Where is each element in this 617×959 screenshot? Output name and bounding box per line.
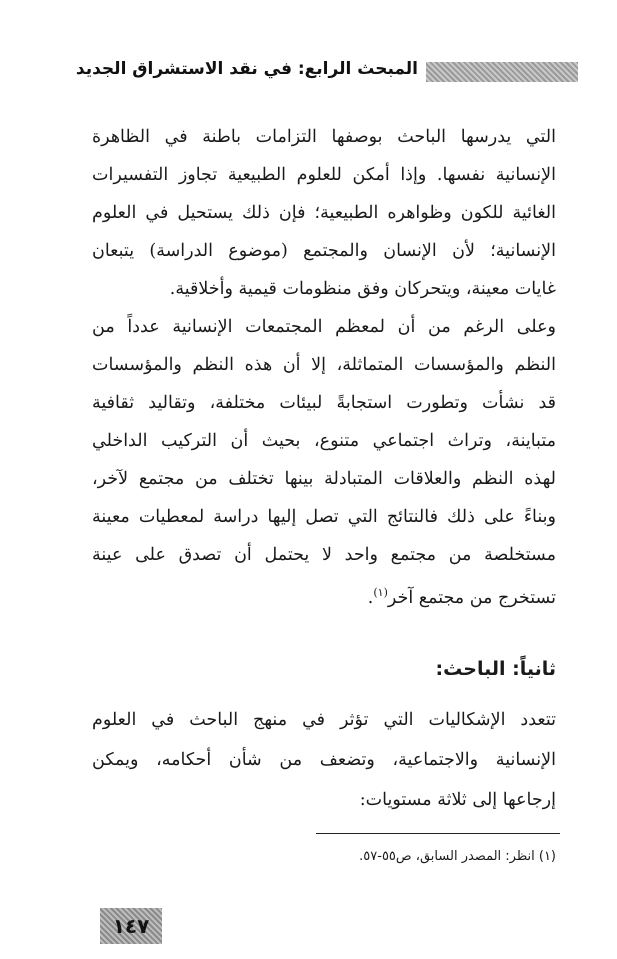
text-line: متباينة، وتراث اجتماعي متنوع، بحيث أن التركيب الداخلي	[92, 431, 556, 451]
paragraph-2	[92, 700, 556, 820]
end-punctuation: .	[367, 587, 374, 608]
text-line: إرجاعها إلى ثلاثة مستويات:	[359, 790, 556, 810]
header-title: المبحث الرابع: في نقد الاستشراق الجديد	[75, 59, 418, 79]
text-line: وعلى الرغم من أن لمعظم المجتمعات الإنسانية عدداً من	[92, 317, 556, 337]
text-line: مستخلصة من مجتمع واحد لا يحتمل أن تصدق على عينة	[92, 545, 556, 565]
text-line: وبناءً على ذلك فالنتائج التي تصل إليها دراسة لمعطيات معينة	[92, 507, 556, 527]
running-header	[75, 58, 578, 86]
text-line: غايات معينة، ويتحركان وفق منظومات قيمية وأخلاقية.	[169, 279, 556, 299]
text-line: قد نشأت وتطورت استجابةً لبيئات مختلفة، وتقاليد ثقافية	[92, 393, 556, 413]
text-line: النظم والمؤسسات المتماثلة، إلا أن هذه النظم والمؤسسات	[92, 355, 556, 375]
text-line: الإنسانية نفسها. وإذا أمكن للعلوم الطبيعية تجاوز التفسيرات	[92, 165, 556, 185]
footnote-marker[interactable]: (١)	[373, 586, 388, 599]
text-line: الغائية للكون وظواهره الطبيعية؛ فإن ذلك يستحيل في العلوم	[92, 203, 556, 223]
text-line-final-text: تستخرج من مجتمع آخر	[387, 587, 556, 608]
text-line-final	[92, 574, 556, 617]
text-line: التي يدرسها الباحث بوصفها التزامات باطنة في الظاهرة	[92, 127, 556, 147]
text-line: تتعدد الإشكاليات التي تؤثر في منهج الباحث في العلوم	[92, 710, 556, 730]
text-line: الإنسانية؛ لأن الإنسان والمجتمع (موضوع الدراسة) يتبعان	[92, 241, 556, 261]
footnote: (١) انظر: المصدر السابق، ص٥٥-٥٧.	[359, 849, 556, 864]
section-heading: ثانياً: الباحث:	[435, 658, 556, 680]
paragraph-1	[92, 118, 556, 617]
header-decorative-bar	[426, 62, 578, 82]
text-line: الإنسانية والاجتماعية، وتضعف من شأن أحكامه، ويمكن	[92, 750, 556, 770]
footnote-separator	[316, 833, 560, 834]
text-line: لهذه النظم والعلاقات المتبادلة بينها تختلف من مجتمع لآخر،	[92, 469, 556, 489]
page-number-box	[100, 908, 162, 944]
page-number: ١٤٧	[112, 914, 150, 938]
